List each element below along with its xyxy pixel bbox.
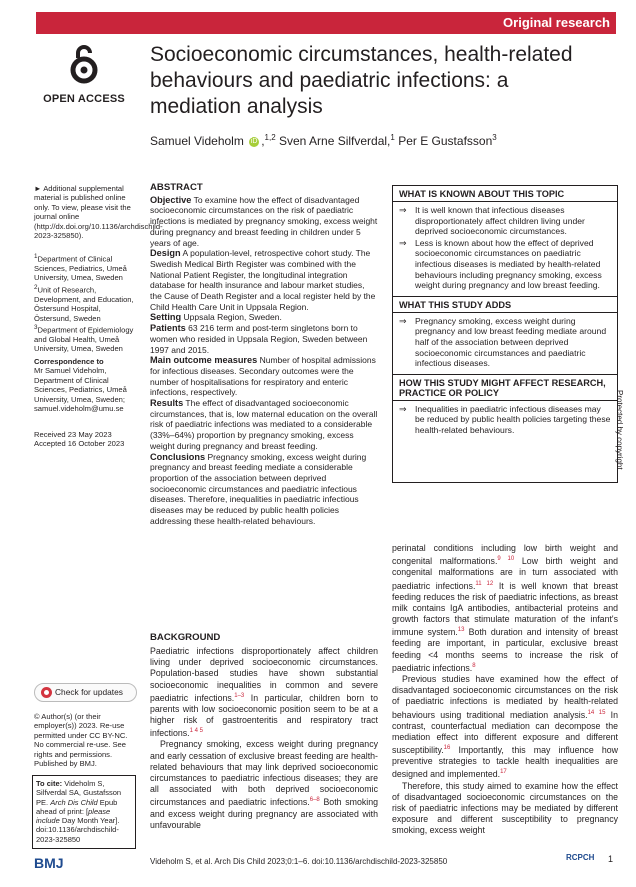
abstract-results: Results The effect of disadvantaged socioeconomic circumstances, that is, low maternal education on the overall risk of paediatric infections was mediated to a considerable (33%–64%) proportion by pregnancy smoking, excess weight during pregnancy and breast feeding.	[150, 398, 378, 451]
open-access-badge	[38, 44, 130, 105]
open-access-lock-icon	[69, 44, 99, 84]
paragraph: Previous studies have examined how the effect of disadvantaged socioeconomic circumstances on the risk of paediatric infections is mediated by health-related behaviours using traditional mediation analysis.$^{14 15}$ In contrast, counterfactual mediation can decompose the mediation effect into different exposure and different susceptibility.$^{16}$ Importantly, this may influence how preventive strategies to tackle health inequalities are designed and implemented.$^{17}$	[392, 673, 619, 780]
correspondence	[34, 357, 134, 413]
cite-label: To cite:	[36, 779, 63, 788]
key-message-item: ⇒ Inequalities in paediatric infectious diseases may be reduced by public health policies targeting these health-related behaviours.	[399, 404, 611, 436]
abstract-objective: Objective To examine how the effect of disadvantaged socioeconomic circumstances on the risk of paediatric infections is mediated by pregnancy smoking, excess weight during pregnancy and breast feeding in children under 5 years of age.	[150, 194, 378, 248]
section-label: Original research	[503, 15, 610, 30]
abstract-outcomes: Main outcome measures Number of hospital admissions for infectious diseases. Secondary outcomes were the number of hospitalisations for respiratory and enteric infections, respectively.	[150, 355, 376, 398]
citation-box	[32, 775, 136, 849]
author-affiliation-ref: 3	[492, 133, 497, 142]
orcid-icon[interactable]: iD	[250, 137, 258, 145]
author-name[interactable]: Sven Arne Silfverdal,	[279, 134, 391, 148]
abstract-design: Design A population-level, retrospective cohort study. The Swedish Medical Birth Register was combined with the National Patient Register, the longitudinal integration database for health insurance and labour market studies, the Cause of Death Register and a local register held by the Child Health Care Unit in Uppsala Region.	[150, 248, 376, 312]
affiliation: $^1$Department of Clinical Sciences, Pediatrics, Umeå University, Umea, Sweden	[34, 253, 127, 283]
cite-mid: Epub ahead of print: [	[36, 797, 118, 816]
affiliations	[34, 252, 134, 354]
right-column-body	[392, 543, 618, 837]
paragraph: Pregnancy smoking, excess weight during pregnancy and early cessation of exclusive breast feeding are health-related behaviours that may link deprived socioeconomic circumstances to paediatric infectious diseases; they are all associated with both deprived socioeconomic circumstances and paediatric infections.$^{6-8}$ Both smoking and excess weight during pregnancy are associated with unfavourable	[150, 739, 378, 830]
correspondence-text[interactable]: Mr Samuel Videholm, Department of Clinical Sciences, Pediatrics, Umeå University, Umea, Sweden; samuel.videholm@umu.se	[34, 366, 127, 414]
correspondence-heading: Correspondence to	[34, 357, 104, 366]
abstract	[150, 183, 378, 527]
cite-doi: Day Month Year]. doi:10.1136/archdischild-2023-325850	[36, 816, 120, 844]
cite-authors: Videholm S, Silfverdal SA, Gustafsson PE.	[36, 779, 122, 807]
paragraph: perinatal conditions including low birth weight and congenital malformations.$^{9 10}$ Low birth weight and congenital malformations are in turn associated with paediatric infections.$^{11 12}$ It is well known that breast feeding reduces the risk of paediatric infections, as breast milk contains IgA antibodies, antibacterial proteins and growth factors that stimulate maturation of the infant's immune system.$^{13}$ Both duration and intensity of breast feeding are important, in particular, exclusive breast feeding <4 months seems to increase the risk of paediatric infections.$^8$	[392, 543, 618, 673]
cite-journal: Arch Dis Child	[50, 797, 98, 807]
abstract-patients: Patients 63 216 term and post-term singletons born to women who resided in Uppsala Region, Sweden between 1997 and 2015.	[150, 323, 368, 355]
update-icon	[41, 687, 52, 698]
abstract-setting: Setting Uppsala Region, Sweden.	[150, 312, 282, 323]
check-updates-label: Check for updates	[55, 687, 123, 697]
key-message-item: ⇒ Pregnancy smoking, excess weight during pregnancy and low breast feeding mediate around half of the association between deprived socioeconomic circumstances and paediatric infectious diseases.	[399, 316, 611, 369]
bmj-logo: BMJ	[34, 855, 64, 871]
copyright-note: © Author(s) (or their employer(s)) 2023. Re-use permitted under CC BY-NC. No commercial re-use. See rights and permissions. Published by BMJ.	[34, 712, 128, 769]
background-heading: BACKGROUND	[150, 632, 221, 643]
supplemental-note[interactable]: ► Additional supplemental material is published online only. To view, please visit the journal online (http://dx.doi.org/10.1136/archdischild-2023-325850).	[34, 184, 163, 241]
received-date: Received 23 May 2023	[34, 430, 112, 439]
author-affiliation-ref: 1,2	[264, 133, 276, 142]
key-messages-box	[392, 185, 618, 483]
policy-heading: HOW THIS STUDY MIGHT AFFECT RESEARCH, PRACTICE OR POLICY	[393, 374, 617, 401]
paragraph: Therefore, this study aimed to examine how the effect of disadvantaged socioeconomic circumstances on the risk of paediatric infections may be mediated by different exposure and different susceptibility to pregnancy smoking, excess weight	[392, 780, 618, 836]
author-affiliation-ref: 1	[390, 133, 395, 142]
cite-italic: please include	[36, 806, 111, 826]
author-name[interactable]: Per E Gustafsson	[398, 134, 493, 148]
article-title: Socioeconomic circumstances, health-related behaviours and paediatric infections: a mediation analysis	[150, 43, 573, 118]
rcpch-logo: RCPCH	[566, 853, 595, 862]
affiliation: $^3$Department of Epidemiology and Global Health, Umeå University, Umea, Sweden	[34, 323, 134, 354]
accepted-date: Accepted 16 October 2023	[34, 439, 125, 449]
vertical-copyright-note: Protected by copyright	[615, 390, 624, 470]
paragraph: Paediatric infections disproportionately affect children living under deprived socioeconomic circumstances. Population-based studies have shown substantial socioeconomic inequalities in common and severe paediatric infections.$^{1-3}$ In particular, children born to parents with low socioeconomic position seem to be at a higher risk of gastroenteritis and respiratory tract infections.$^{1 4 5}$	[150, 646, 378, 739]
background-body	[150, 646, 378, 831]
known-heading: WHAT IS KNOWN ABOUT THIS TOPIC	[393, 186, 617, 202]
open-access-label: OPEN ACCESS	[43, 93, 125, 105]
adds-heading: WHAT THIS STUDY ADDS	[393, 296, 617, 313]
section-banner	[36, 12, 616, 34]
affiliation: $^2$Unit of Research, Development, and Education, Östersund Hospital, Östersund, Sweden	[34, 283, 134, 323]
abstract-conclusions: Conclusions Pregnancy smoking, excess weight during pregnancy and breast feeding mediate a considerable proportion of the association between deprived socioeconomic circumstances and paediatric infectious diseases. Therefore, inequalities in paediatric infectious diseases may be reduced by public health policies addressing these health-related behaviours.	[150, 451, 367, 526]
author-list: Samuel Videholm iD ,$^{1,2}$ Sven Arne Silfverdal,$^1$ Per E Gustafsson$^3$	[150, 133, 497, 148]
dates	[34, 430, 134, 449]
check-for-updates-button[interactable]	[34, 683, 137, 702]
abstract-heading: ABSTRACT	[150, 182, 203, 193]
footer-citation: Videholm S, et al. Arch Dis Child 2023;0:1–6. doi:10.1136/archdischild-2023-325850	[150, 857, 448, 866]
author-name[interactable]: Samuel Videholm	[150, 134, 244, 148]
page-number: 1	[608, 854, 614, 864]
key-message-item: ⇒ It is well known that infectious diseases disproportionately affect children living under deprived socioeconomic circumstances.	[399, 205, 611, 237]
key-message-item: ⇒ Less is known about how the effect of deprived socioeconomic circumstances on paediatric infectious diseases is mediated by health-related behaviours including pregnancy smoking, excess weight during pregnancy and low breast feeding.	[399, 238, 611, 291]
